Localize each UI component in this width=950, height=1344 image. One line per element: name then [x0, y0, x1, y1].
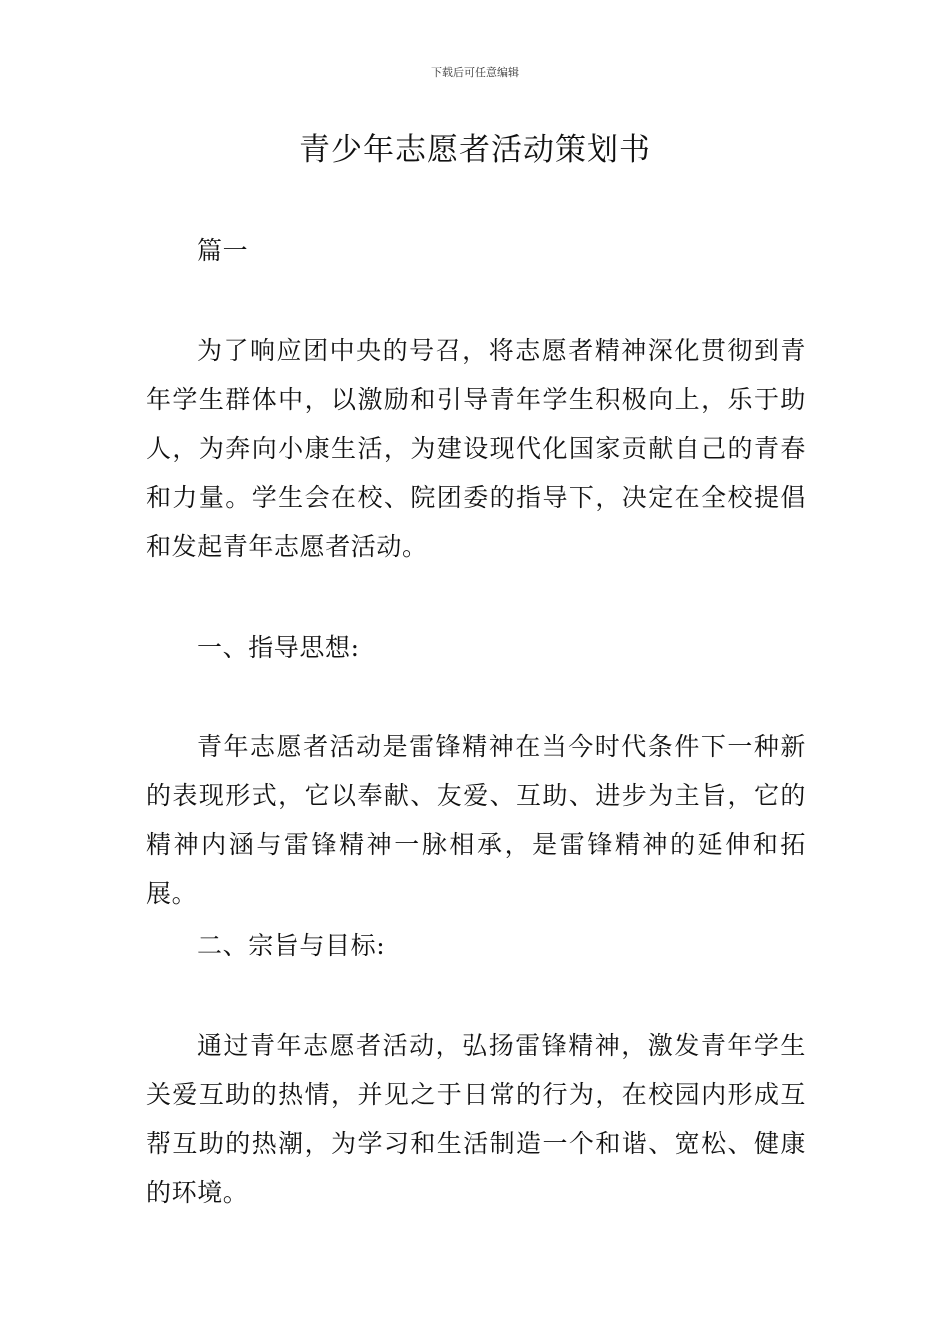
intro-paragraph: 为了响应团中央的号召，将志愿者精神深化贯彻到青年学生群体中，以激励和引导青年学生积极向上，乐于助人，为奔向小康生活，为建设现代化国家贡献自己的青春和力量。学生会在校、院团委的指导下，决定在全校提倡和发起青年志愿者活动。	[146, 336, 806, 561]
purpose-goals-paragraph: 通过青年志愿者活动，弘扬雷锋精神，激发青年学生关爱互助的热情，并见之于日常的行为，在校园内形成互帮互助的热潮，为学习和生活制造一个和谐、宽松、健康的环境。	[146, 1031, 806, 1207]
guiding-ideology-paragraph: 青年志愿者活动是雷锋精神在当今时代条件下一种新的表现形式，它以奉献、友爱、互助、进步为主旨，它的精神内涵与雷锋精神一脉相承，是雷锋精神的延伸和拓展。	[146, 732, 806, 908]
section-label: 篇一	[197, 236, 249, 265]
header-note: 下载后可任意编辑	[431, 66, 519, 79]
section-heading-purpose-goals: 二、宗旨与目标:	[197, 931, 386, 960]
document-title: 青少年志愿者活动策划书	[299, 132, 651, 168]
section-heading-guiding-ideology: 一、指导思想:	[197, 633, 360, 662]
